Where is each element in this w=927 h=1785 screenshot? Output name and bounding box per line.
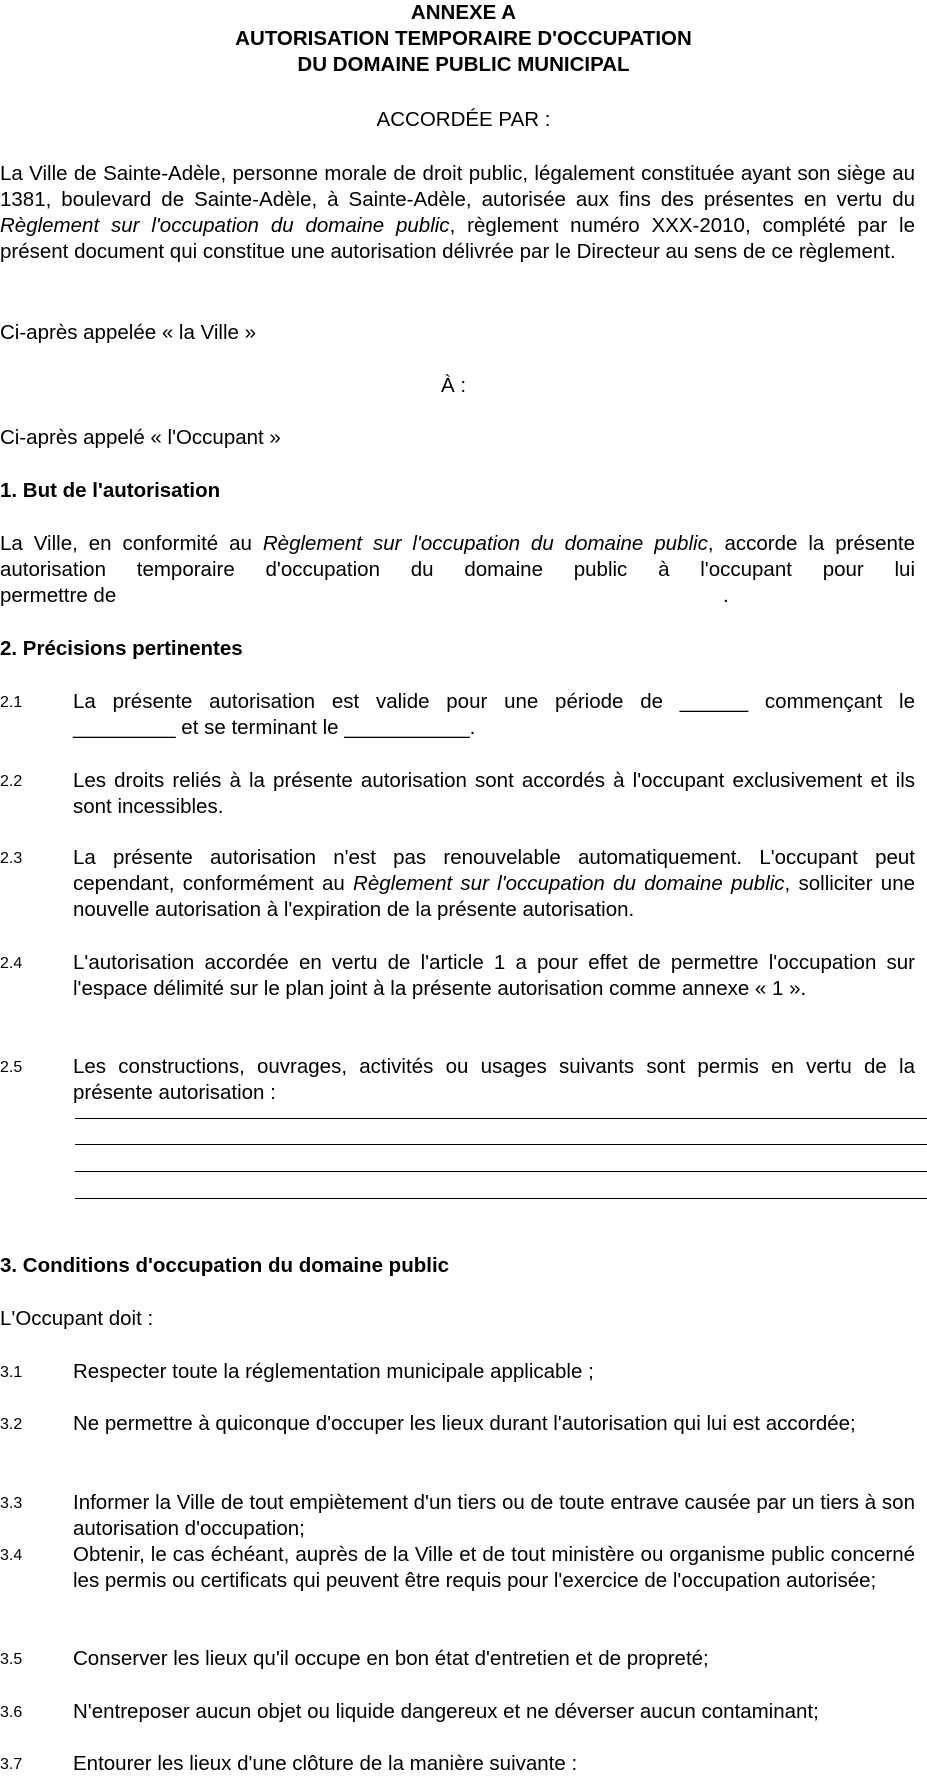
ville-label: Ci-après appelée « la Ville » — [0, 321, 257, 344]
item-number: 2.5 — [0, 1059, 23, 1076]
section3-heading: 3. Conditions d'occupation du domaine public — [0, 1254, 450, 1277]
section3-intro: L'Occupant doit : — [0, 1307, 154, 1330]
item-2-3: La présente autorisation n'est pas renouvelable automatiquement. L'occupant peut cependant, conformément au Règlement sur l'occupation du domaine public, solliciter une nouvelle autorisation à l'expiration de la présente autorisation. — [73, 846, 915, 921]
item-number: 3.4 — [0, 1547, 23, 1564]
item-number: 3.3 — [0, 1495, 23, 1512]
occupant-label: Ci-après appelé « l'Occupant » — [0, 426, 281, 449]
section1-heading: 1. But de l'autorisation — [0, 479, 221, 502]
section1-permit-line: permettre de — [0, 584, 117, 607]
item-number: 3.1 — [0, 1364, 23, 1381]
blank-fill-line — [75, 1171, 927, 1172]
item-number: 2.4 — [0, 955, 23, 972]
item-number: 2.3 — [0, 850, 23, 867]
item-3-7: Entourer les lieux d'une clôture de la manière suivante : — [73, 1752, 578, 1775]
blank-fill-line — [75, 1118, 927, 1119]
item-number: 2.1 — [0, 694, 23, 711]
item-3-5: Conserver les lieux qu'il occupe en bon état d'entretien et de propreté; — [73, 1647, 709, 1670]
granted-by-label: ACCORDÉE PAR : — [376, 108, 551, 131]
item-number: 3.6 — [0, 1704, 23, 1721]
item-3-6: N'entreposer aucun objet ou liquide dangereux et ne déverser aucun contaminant; — [73, 1700, 819, 1723]
document-title-line2: DU DOMAINE PUBLIC MUNICIPAL — [297, 53, 630, 76]
section1-permit-dot: . — [723, 584, 729, 607]
section1-paragraph: La Ville, en conformité au Règlement sur l'occupation du domaine public, accorde la présente autorisation temporaire d'occupation du domaine public à l'occupant pour lui — [0, 532, 916, 581]
item-2-1-line2: _________ et se terminant le ___________. — [73, 716, 476, 739]
blank-fill-line — [75, 1144, 927, 1145]
item-number: 3.5 — [0, 1651, 23, 1668]
item-number: 2.2 — [0, 773, 23, 790]
item-3-3: Informer la Ville de tout empiètement d'un tiers ou de toute entrave causée par un tiers à son autorisation d'occupation; — [73, 1491, 915, 1540]
item-number: 3.7 — [0, 1756, 23, 1773]
annex-label: ANNEXE A — [410, 1, 517, 24]
item-3-1: Respecter toute la réglementation municipale applicable ; — [73, 1360, 594, 1383]
item-2-4: L'autorisation accordée en vertu de l'article 1 a pour effet de permettre l'occupation sur l'espace délimité sur le plan joint à la présente autorisation comme annexe « 1 ». — [73, 951, 915, 1000]
to-label: À : — [441, 374, 467, 397]
intro-paragraph: La Ville de Sainte-Adèle, personne morale de droit public, légalement constituée ayant son siège au 1381, boulevard de Sainte-Adèle, à Sainte-Adèle, autorisée aux fins des présentes en vertu du Règlement sur l'occupation du domaine public, règlement numéro XXX-2010, complété par le présent document qui constitue une autorisation délivrée par le Directeur au sens de ce règlement. — [0, 162, 916, 263]
item-3-4: Obtenir, le cas échéant, auprès de la Ville et de tout ministère ou organisme public concerné les permis ou certificats qui peuvent être requis pour l'exercice de l'occupation autorisée; — [73, 1543, 915, 1592]
section2-heading: 2. Précisions pertinentes — [0, 637, 243, 660]
item-3-2: Ne permettre à quiconque d'occuper les lieux durant l'autorisation qui lui est accordée; — [73, 1412, 856, 1435]
item-2-1-line1: La présente autorisation est valide pour une période de ______ commençant le — [73, 690, 915, 713]
document-title-line1: AUTORISATION TEMPORAIRE D'OCCUPATION — [235, 27, 692, 50]
item-number: 3.2 — [0, 1416, 23, 1433]
blank-fill-line — [75, 1198, 927, 1199]
item-2-2: Les droits reliés à la présente autorisation sont accordés à l'occupant exclusivement et ils sont incessibles. — [73, 769, 915, 818]
item-2-5: Les constructions, ouvrages, activités ou usages suivants sont permis en vertu de la présente autorisation : — [73, 1055, 915, 1104]
